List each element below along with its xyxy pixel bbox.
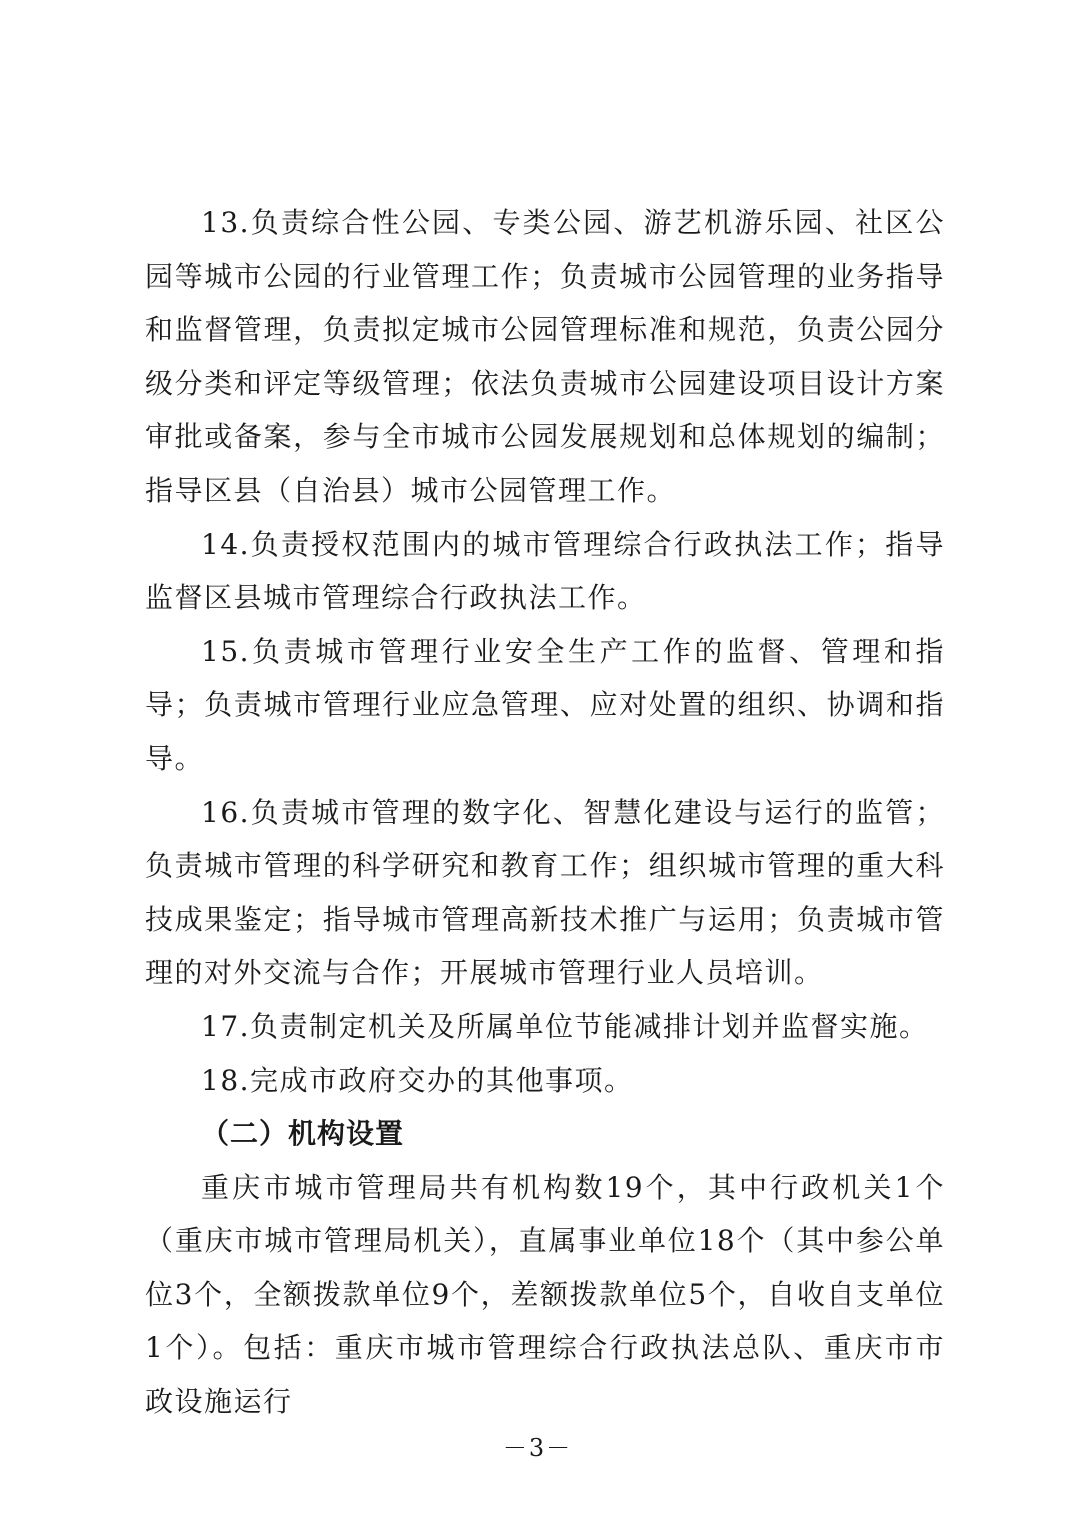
paragraph-18: 18.完成市政府交办的其他事项。 xyxy=(201,1063,634,1097)
paragraph-15: 15.负责城市管理行业安全生产工作的监督、管理和指导；负责城市管理行业应急管理、应对处置的组织、协调和指导。 xyxy=(145,634,945,775)
section-heading-organization: （二）机构设置 xyxy=(201,1117,405,1151)
paragraph-17: 17.负责制定机关及所属单位节能减排计划并监督实施。 xyxy=(201,1009,929,1043)
paragraph-16: 16.负责城市管理的数字化、智慧化建设与运行的监管；负责城市管理的科学研究和教育工作；组织城市管理的重大科技成果鉴定；指导城市管理高新技术推广与运用；负责城市管理的对外交流与合作；开展城市管理行业人员培训。 xyxy=(145,795,945,990)
document-body xyxy=(145,196,945,1429)
paragraph-14: 14.负责授权范围内的城市管理综合行政执法工作；指导监督区县城市管理综合行政执法工作。 xyxy=(145,527,945,615)
organization-paragraph: 重庆市城市管理局共有机构数19个，其中行政机关1个（重庆市城市管理局机关），直属事业单位18个（其中参公单位3个，全额拨款单位9个，差额拨款单位5个，自收自支单位1个）。包括：重庆市城市管理综合行政执法总队、重庆市市政设施运行 xyxy=(145,1170,945,1419)
page-number: －3－ xyxy=(502,1434,573,1462)
paragraph-13: 13.负责综合性公园、专类公园、游艺机游乐园、社区公园等城市公园的行业管理工作；负责城市公园管理的业务指导和监督管理，负责拟定城市公园管理标准和规范，负责公园分级分类和评定等级管理；依法负责城市公园建设项目设计方案审批或备案，参与全市城市公园发展规划和总体规划的编制；指导区县（自治县）城市公园管理工作。 xyxy=(145,206,945,507)
